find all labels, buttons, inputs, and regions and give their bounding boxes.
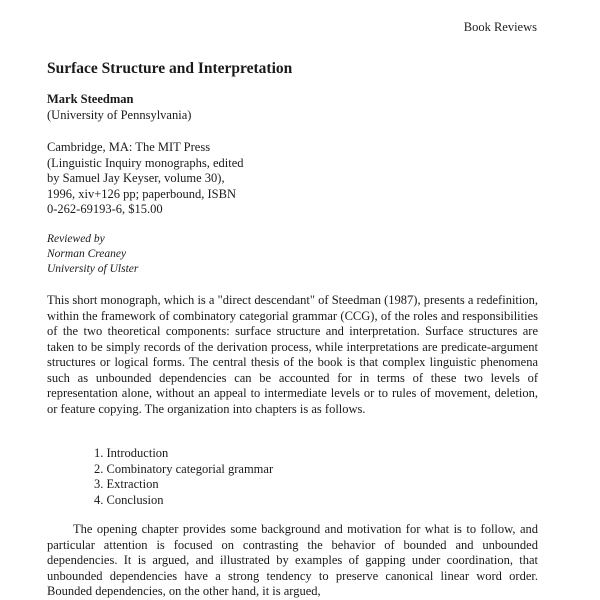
- chapter-item: 1. Introduction: [94, 446, 169, 460]
- publication-line: 0-262-69193-6, $15.00: [47, 202, 163, 216]
- review-title: Surface Structure and Interpretation: [47, 60, 293, 77]
- publication-line: Cambridge, MA: The MIT Press: [47, 140, 211, 154]
- publication-line: 1996, xiv+126 pp; paperbound, ISBN: [47, 186, 236, 201]
- chapter-item: 3. Extraction: [94, 477, 159, 491]
- reviewer-name: Norman Creaney: [47, 248, 127, 260]
- chapter-item: 4. Conclusion: [94, 492, 164, 507]
- author-name: Mark Steedman: [47, 92, 134, 106]
- publication-details: [47, 140, 244, 218]
- reviewer-affiliation: University of Ulster: [47, 263, 139, 275]
- running-head: Book Reviews: [463, 20, 537, 34]
- author-affiliation: (University of Pennsylvania): [47, 107, 192, 122]
- publication-line: by Samuel Jay Keyser, volume 30),: [47, 171, 225, 185]
- body-paragraph-2: The opening chapter provides some background and motivation for what is to follow, and particular attention is focused on contrasting the behavior of bounded and unbounded dependencies. It is argued, and illustrated by examples of gapping under coordination, that unbounded dependencies have a strong tendency to preserve canonical linear word order. Bounded dependencies, on the other hand, it is argued,: [47, 522, 538, 598]
- reviewer-block: [47, 232, 138, 277]
- reviewed-by-label: Reviewed by: [47, 233, 105, 245]
- chapter-list: [94, 446, 273, 508]
- body-paragraph-1: This short monograph, which is a "direct descendant" of Steedman (1987), presents a redefinition, within the framework of combinatory categorial grammar (CCG), of the roles and responsibilities of the two theoretical components: surface structure and interpretation. Surface structures are taken to be simply records of the derivation process, while interpretations are predicate-argument structures or logical forms. The central thesis of the book is that complex linguistic phenomena such as unbounded dependencies can be accounted for in terms of these two levels of representation alone, without an appeal to intermediate levels or to rules of movement, deletion, or feature copying. The organization into chapters is as follows.: [47, 293, 538, 416]
- chapter-item: 2. Combinatory categorial grammar: [94, 461, 274, 476]
- author-block: [47, 92, 191, 123]
- publication-line: (Linguistic Inquiry monographs, edited: [47, 155, 244, 170]
